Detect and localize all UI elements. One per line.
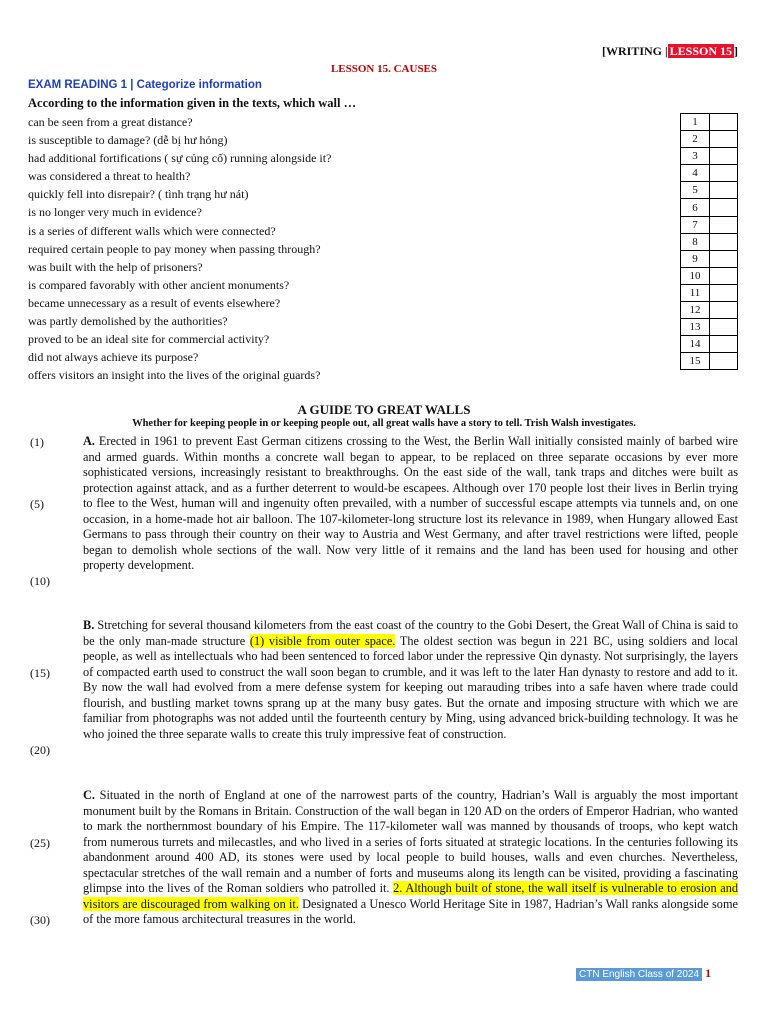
question-11: became unnecessary as a result of events elsewhere? [28, 295, 281, 310]
answer-number: 4 [681, 165, 710, 182]
line-number: (5) [30, 497, 44, 511]
page-footer [576, 964, 711, 982]
answer-number: 9 [681, 250, 710, 267]
answer-cell[interactable] [710, 353, 738, 370]
paragraph-a-label: A. [83, 434, 95, 448]
line-number: (30) [30, 913, 50, 927]
question-13: proved to be an ideal site for commercial activity? [28, 332, 270, 347]
answer-cell[interactable] [710, 284, 738, 301]
answer-number: 8 [681, 233, 710, 250]
answer-cell[interactable] [710, 165, 738, 182]
question-15: offers visitors an insight into the lives of the original guards? [28, 368, 321, 383]
question-12: was partly demolished by the authorities? [28, 314, 228, 329]
paragraph-c-label: C. [83, 788, 95, 802]
answer-number: 2 [681, 131, 710, 148]
paragraph-c-text: Situated in the north of England at one of the narrowest parts of the country, Hadrian’s Wall is arguably the most important monument built by the Romans in Britain. Construction of the wall began in 120 AD on the orders of Emperor Hadrian, who wanted to mark the northernmost boundary of his Empire. The 117-kilometer wall was manned by thousands of troops, who kept watch from numerous turrets and milecastles, and who lived in a series of forts situated at strategic locations. In the centuries following its abandonment around 400 AD, its stones were used by local people to build houses, walls and even churches. Nevertheless, spectacular stretches of the wall remain and a number of forts and museums along its length can be visited, providing a fascinating glimpse into the lives of the Roman soldiers who patrolled it. [83, 788, 738, 895]
line-number: (25) [30, 836, 50, 850]
paragraph-a-text: Erected in 1961 to prevent East German citizens crossing to the West, the Berlin Wall initially consisted mainly of barbed wire and armed guards. Within months a concrete wall began to appear, to be replaced on three separate occasions by ever more sophisticated versions, increasingly resistant to breakthroughs. On the east side of the wall, tank traps and ditches were built as protection against attack, and as a further deterrent to would-be escapees. Although over 170 people lost their lives in Berlin trying to flee to the West, human will and ingenuity often prevailed, with a number of successful escape attempts via tunnels and, on one occasion, in a home-made hot air balloon. The 107-kilometer-long structure lost its relevance in 1989, when Hungary allowed East Germans to pass through their country on their way to Austria and West Germany, and after travel restrictions were lifted, people began to demolish whole sections of the wall. Now very little of it remains and the land has been used for housing and other property development. [83, 434, 738, 572]
answer-number: 13 [681, 319, 710, 336]
lesson-title: LESSON 15. CAUSES [330, 63, 438, 75]
answer-grid [680, 113, 738, 370]
question-14: did not always achieve its purpose? [28, 350, 199, 365]
answer-number: 5 [681, 182, 710, 199]
article-subtitle: Whether for keeping people in or keeping people out, all great walls have a story to tell. Trish Walsh investigates. [132, 418, 636, 429]
header-lesson-box: LESSON 15 [669, 44, 732, 58]
instruction: According to the information given in the texts, which wall … [28, 96, 357, 110]
answer-number: 14 [681, 336, 710, 353]
answer-number: 12 [681, 302, 710, 319]
answer-cell[interactable] [710, 267, 738, 284]
exam-label: EXAM READING 1 | Categorize information [28, 79, 262, 91]
question-3: had additional fortifications ( sự củng cố) running alongside it? [28, 151, 332, 166]
answer-number: 6 [681, 199, 710, 216]
page-header [602, 44, 738, 59]
question-list [28, 113, 668, 384]
answer-cell[interactable] [710, 199, 738, 216]
question-1: can be seen from a great distance? [28, 115, 193, 129]
answer-cell[interactable] [710, 182, 738, 199]
paragraph-b-highlight: (1) visible from outer space. [249, 633, 396, 648]
question-8: required certain people to pay money when passing through? [28, 241, 321, 256]
question-6: is no longer very much in evidence? [28, 205, 202, 220]
question-10: is compared favorably with other ancient monuments? [28, 277, 290, 292]
answer-number: 10 [681, 267, 710, 284]
page-number: 1 [705, 966, 712, 980]
answer-cell[interactable] [710, 250, 738, 267]
answer-cell[interactable] [710, 319, 738, 336]
paragraph-b-label: B. [83, 618, 95, 632]
answer-number: 1 [681, 114, 710, 131]
answer-cell[interactable] [710, 131, 738, 148]
article-title: A GUIDE TO GREAT WALLS [297, 402, 471, 417]
paragraph-c-highlight: 2. Although built of stone, the wall itself is vulnerable to erosion and visitors are discouraged from walking on it. [83, 881, 738, 911]
answer-number: 11 [681, 284, 710, 301]
paragraph-c-text-continued: Designated a Unesco World Heritage Site in 1987, Hadrian’s Wall ranks alongside some of the more famous architectural treasures in the world. [83, 896, 738, 926]
answer-cell[interactable] [710, 216, 738, 233]
answer-cell[interactable] [710, 233, 738, 250]
question-4: was considered a threat to health? [28, 169, 191, 184]
answer-cell[interactable] [710, 302, 738, 319]
answer-cell[interactable] [710, 148, 738, 165]
answer-number: 15 [681, 353, 710, 370]
line-number: (15) [30, 666, 50, 680]
paragraph-b [83, 618, 738, 742]
header-suffix: ] [734, 44, 738, 58]
paragraph-c [83, 788, 738, 928]
header-prefix: [WRITING | [601, 44, 668, 58]
question-7: is a series of different walls which were connected? [28, 223, 276, 238]
answer-number: 3 [681, 148, 710, 165]
answer-number: 7 [681, 216, 710, 233]
footer-tag: CTN English Class of 2024 [576, 968, 702, 981]
question-9: was built with the help of prisoners? [28, 259, 203, 274]
paragraph-b-text: Stretching for several thousand kilometers from the east coast of the country to the Gobi Desert, the Great Wall of China is said to be the only man-made structure [83, 618, 738, 648]
line-number: (1) [30, 435, 44, 449]
answer-cell[interactable] [710, 336, 738, 353]
line-number: (20) [30, 743, 50, 757]
answer-cell[interactable] [710, 114, 738, 131]
question-5: quickly fell into disrepair? ( tình trạng hư nát) [28, 187, 249, 202]
line-number: (10) [30, 574, 50, 588]
paragraph-b-text-continued: The oldest section was begun in 221 BC, using soldiers and local people, as well as intellectuals who had been sentenced to forced labor under the repressive Qin dynasty. Not surprisingly, the layers of compacted earth used to construct the wall soon began to crumble, and it was left to the later Han dynasty to restore and add to it. By now the wall had evolved from a mere defense system for keeping out marauding tribes into a safe haven where trade could flourish, and bustling market towns sprang up at the many busy gates. But the ornate and imposing structure with which we are familiar from photographs was not added until the fourteenth century by Ming, using advanced brick-building technology. It was he who joined the three separate walls to create this truly impressive feat of construction. [83, 633, 739, 741]
question-2: is susceptible to damage? (dễ bị hư hỏng) [28, 133, 228, 148]
paragraph-a [83, 434, 738, 574]
